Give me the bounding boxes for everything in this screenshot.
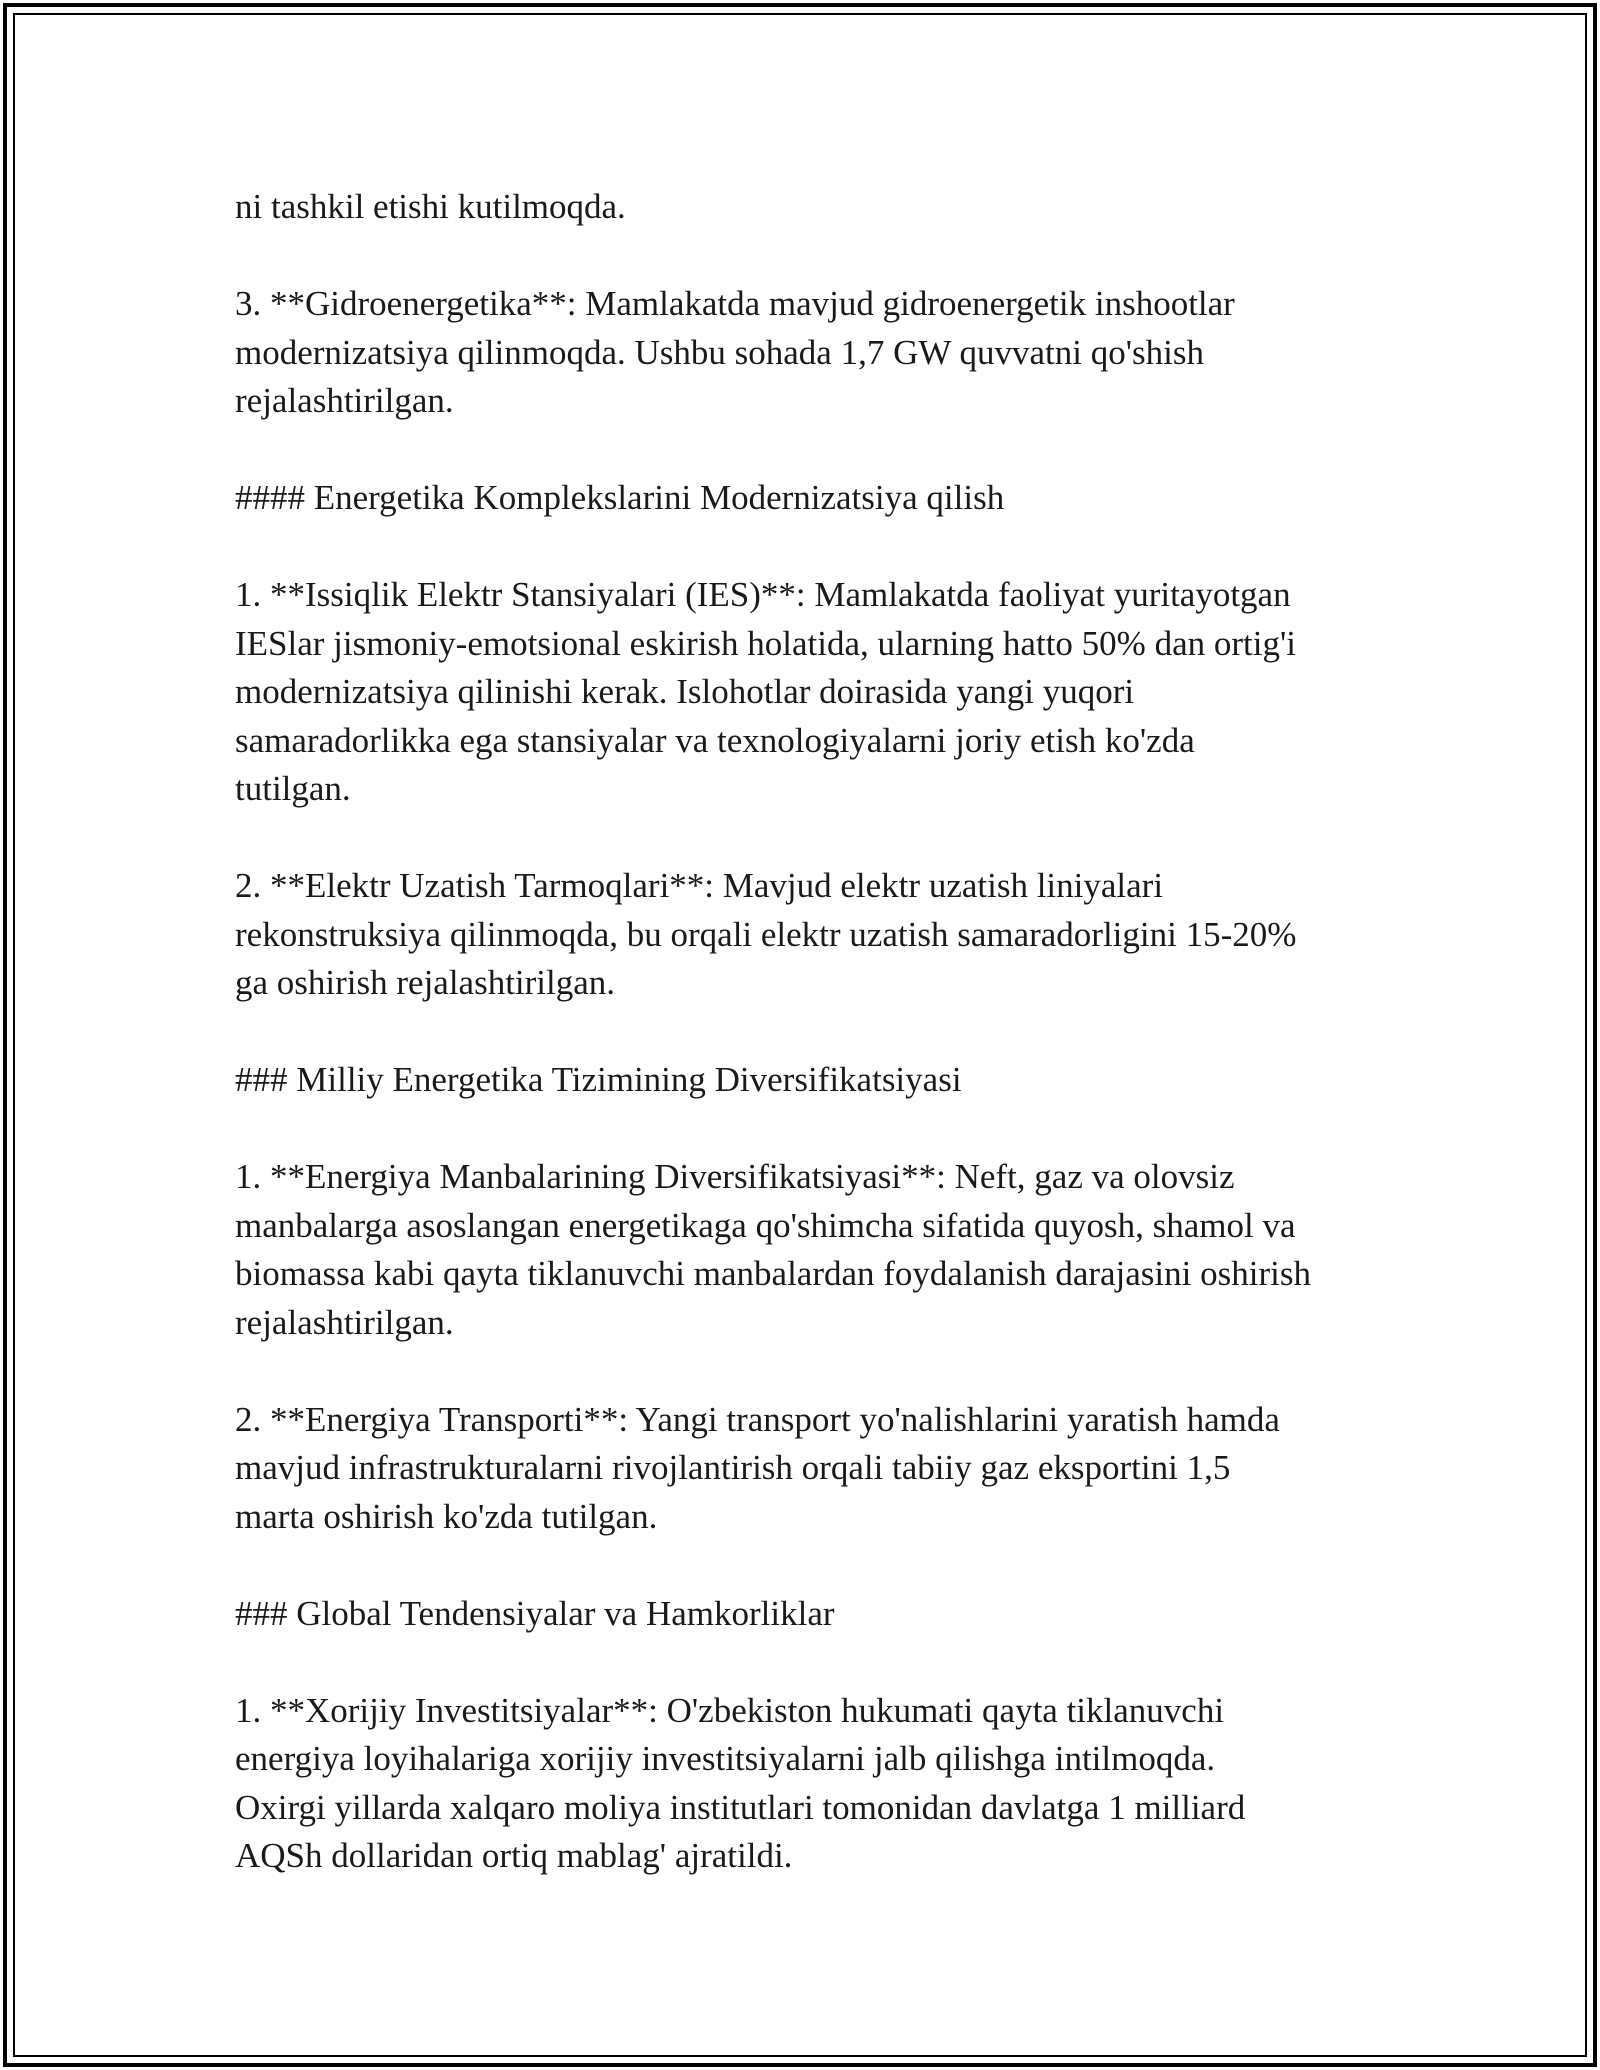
energiya-manbalari-item — [235, 1153, 1385, 1347]
text-line: #### Energetika Komplekslarini Modernizatsiya qilish — [235, 478, 1005, 517]
text-line: AQSh dollaridan ortiq mablag' ajratildi. — [235, 1836, 793, 1875]
text-line: 1. **Xorijiy Investitsiyalar**: O'zbekiston hukumati qayta tiklanuvchi — [235, 1690, 1225, 1730]
text-line: ### Global Tendensiyalar va Hamkorliklar — [235, 1593, 835, 1633]
text-line: rejalashtirilgan. — [235, 381, 454, 420]
continuation-paragraph — [235, 183, 1385, 232]
text-line: biomassa kabi qayta tiklanuvchi manbalardan foydalanish darajasini oshirish — [235, 1254, 1311, 1293]
text-line: modernizatsiya qilinmoqda. Ushbu sohada 1,7 GW quvvatni qo'shish — [235, 332, 1205, 372]
text-line: marta oshirish ko'zda tutilgan. — [235, 1496, 658, 1536]
text-line: samaradorlikka ega stansiyalar va texnologiyalarni joriy etish ko'zda — [235, 720, 1195, 760]
text-line: ga oshirish rejalashtirilgan. — [235, 963, 616, 1002]
text-line: manbalarga asoslangan energetikaga qo'shimcha sifatida quyosh, shamol va — [235, 1205, 1296, 1245]
text-line: 2. **Energiya Transporti**: Yangi transport yo'nalishlarini yaratish hamda — [235, 1399, 1280, 1439]
text-line: rekonstruksiya qilinmoqda, bu orqali elektr uzatish samaradorligini 15-20% — [235, 914, 1297, 954]
text-line: 3. **Gidroenergetika**: Mamlakatda mavjud gidroenergetik inshootlar — [235, 284, 1235, 323]
text-line: IESlar jismoniy-emotsional eskirish holatida, ularning hatto 50% dan ortig'i — [235, 623, 1296, 663]
text-line: mavjud infrastrukturalarni rivojlantirish orqali tabiiy gaz eksportini 1,5 — [235, 1448, 1231, 1487]
text-line: Oxirgi yillarda xalqaro moliya institutlari tomonidan davlatga 1 milliard — [235, 1787, 1246, 1827]
gidroenergetika-item — [235, 280, 1385, 426]
text-line: 2. **Elektr Uzatish Tarmoqlari**: Mavjud elektr uzatish liniyalari — [235, 866, 1164, 905]
text-line: 1. **Issiqlik Elektr Stansiyalari (IES)**: Mamlakatda faoliyat yuritayotgan — [235, 575, 1291, 614]
text-line: modernizatsiya qilinishi kerak. Islohotlar doirasida yangi yuqori — [235, 672, 1135, 711]
text-line: 1. **Energiya Manbalarining Diversifikatsiyasi**: Neft, gaz va olovsiz — [235, 1157, 1235, 1196]
heading-energetika-komplekslari — [235, 474, 1385, 523]
xorijiy-investitsiyalar-item — [235, 1687, 1385, 1881]
heading-global-tendensiyalar — [235, 1590, 1385, 1639]
text-line: ### Milliy Energetika Tizimining Diversifikatsiyasi — [235, 1060, 962, 1099]
ies-item — [235, 571, 1385, 814]
text-line: tutilgan. — [235, 769, 351, 808]
text-line: ni tashkil etishi kutilmoqda. — [235, 187, 626, 226]
text-line: energiya loyihalariga xorijiy investitsiyalarni jalb qilishga intilmoqda. — [235, 1739, 1216, 1778]
heading-diversifikatsiya — [235, 1056, 1385, 1105]
text-line: rejalashtirilgan. — [235, 1302, 454, 1342]
document-body — [235, 183, 1385, 1929]
elektr-uzatish-item — [235, 862, 1385, 1008]
energiya-transporti-item — [235, 1396, 1385, 1542]
